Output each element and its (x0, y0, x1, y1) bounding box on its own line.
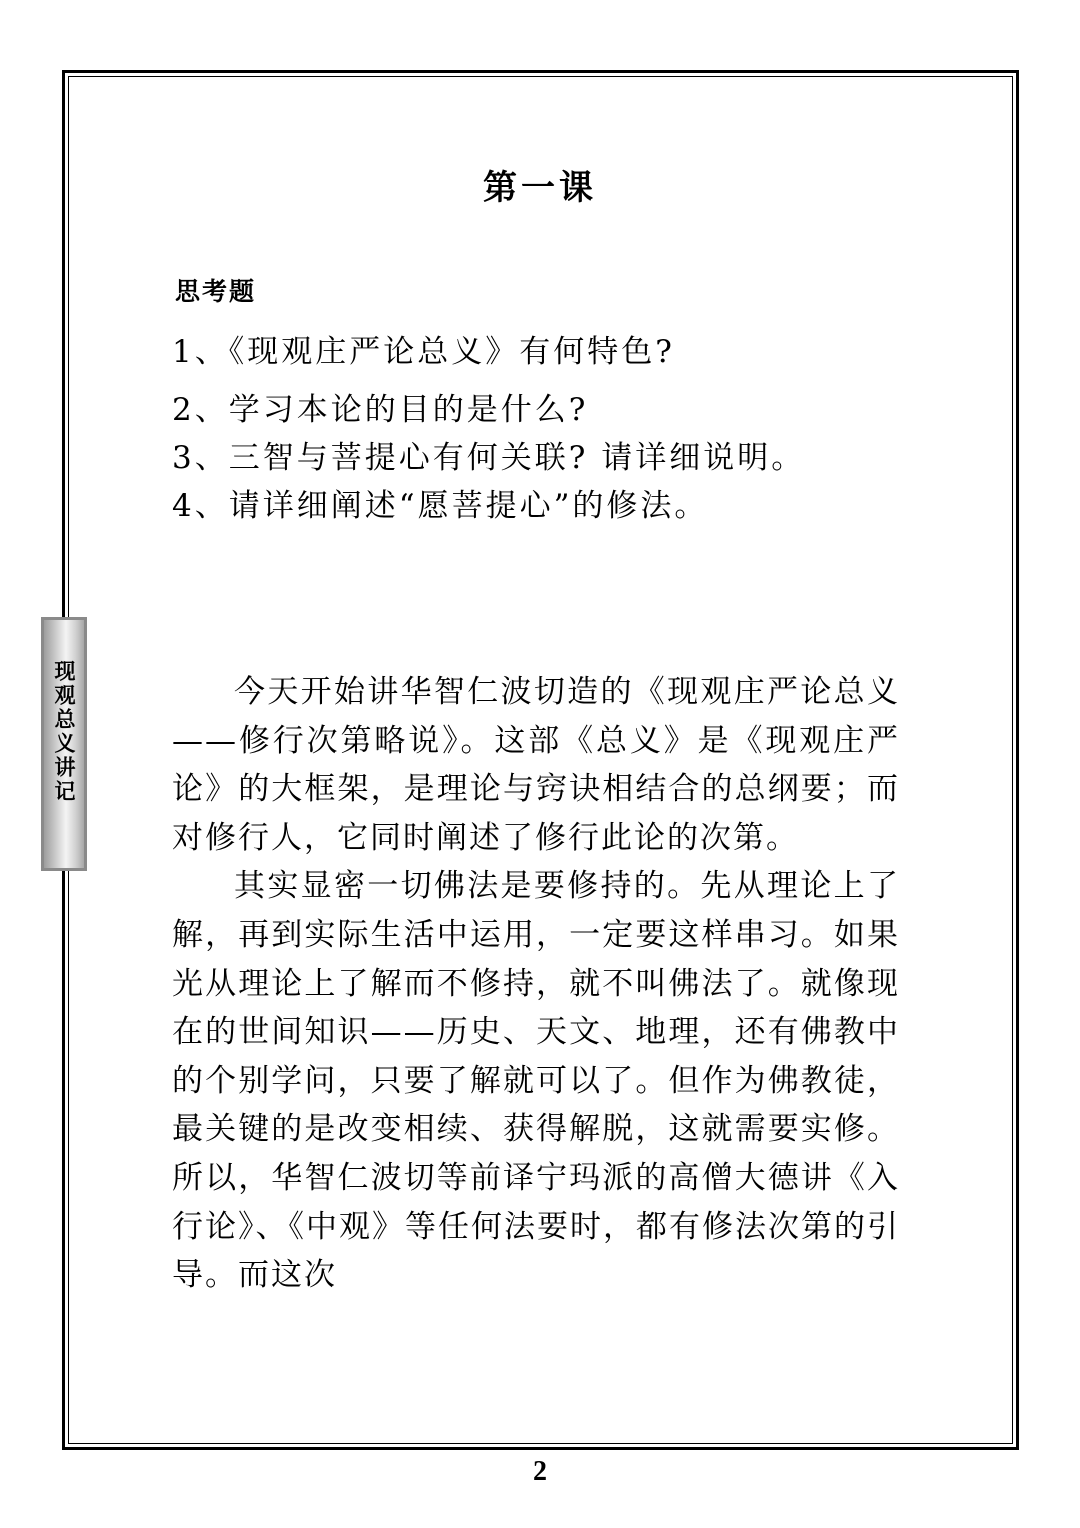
question-item: 3、三智与菩提心有何关联? 请详细说明。 (172, 440, 806, 476)
page-number: 2 (533, 1456, 547, 1487)
questions-heading: 思考题 (175, 277, 257, 306)
body-paragraph: 今天开始讲华智仁波切造的《现观庄严论总义——修行次第略说》。这部《总义》是《现观庄严论》的大框架，是理论与窍诀相结合的总纲要；而对修行人，它同时阐述了修行此论的次第。 (172, 674, 900, 856)
question-item: 1、《现观庄严论总义》有何特色? (172, 334, 675, 370)
question-item: 4、请详细阐述“愿菩提心”的修法。 (172, 488, 709, 524)
side-tab (41, 617, 87, 871)
question-item: 2、学习本论的目的是什么? (172, 392, 589, 428)
body-text (172, 668, 900, 1300)
page-title: 第一课 (483, 168, 597, 208)
side-tab-label: 现观总义讲记 (52, 660, 77, 804)
body-paragraph: 其实显密一切佛法是要修持的。先从理论上了解，再到实际生活中运用，一定要这样串习。如果光从理论上了解而不修持，就不叫佛法了。就像现在的世间知识——历史、天文、地理，还有佛教中的个别学问，只要了解就可以了。但作为佛教徒，最关键的是改变相续、获得解脱，这就需要实修。所以，华智仁波切等前译宁玛派的高僧大德讲《入行论》、《中观》等任何法要时，都有修法次第的引导。而这次 (172, 868, 900, 1294)
